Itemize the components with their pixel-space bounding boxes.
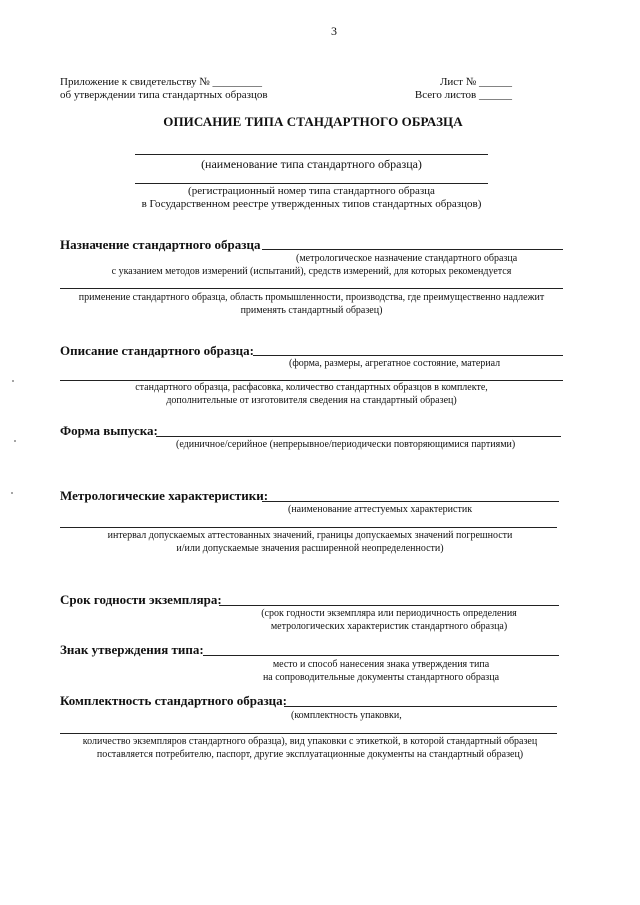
registration-caption-1: (регистрационный номер типа стандартного образца [188, 185, 435, 197]
completeness-caption-1: (комплектность упаковки, [291, 710, 402, 721]
document-title: ОПИСАНИЕ ТИПА СТАНДАРТНОГО ОБРАЗЦА [163, 114, 463, 129]
header-total-sheets: Всего листов ______ [414, 89, 512, 101]
description-caption-3: дополнительные от изготовителя сведения на стандартный образец) [166, 395, 457, 406]
purpose-caption-4: применять стандартный образец) [240, 305, 383, 316]
purpose-caption-2: с указанием методов измерений (испытаний), средств измерений, для которых рекомендуется [111, 266, 512, 277]
scan-speck [12, 380, 14, 382]
shelf-life-heading: Срок годности экземпляра: [60, 592, 222, 607]
description-heading: Описание стандартного образца: [60, 343, 254, 358]
metrology-caption-1: (наименование аттестуемых характеристик [288, 504, 473, 515]
scan-speck [11, 492, 13, 494]
description-field-line [253, 355, 563, 356]
completeness-field-line-2 [60, 733, 557, 734]
shelf-life-caption-2: метрологических характеристик стандартного образца) [270, 621, 508, 632]
completeness-field-line [284, 706, 557, 707]
purpose-field-line [262, 249, 563, 250]
shelf-life-field-line [219, 605, 559, 606]
metrology-heading: Метрологические характеристики: [60, 488, 269, 503]
purpose-heading: Назначение стандартного образца [60, 237, 261, 252]
name-field-line [135, 154, 488, 155]
approval-mark-caption-1: место и способ нанесения знака утверждения типа [272, 659, 490, 670]
approval-mark-field-line [203, 655, 559, 656]
metrology-field-line [262, 501, 559, 502]
page-number: 3 [331, 24, 337, 38]
description-field-line-2 [60, 380, 563, 381]
completeness-heading: Комплектность стандартного образца: [60, 693, 288, 708]
description-caption-2: стандартного образца, расфасовка, количество стандартных образцов в комплекте, [135, 382, 488, 393]
completeness-caption-3: поставляется потребителю, паспорт, другие эксплуатационные документы на стандартный образец) [96, 749, 524, 760]
header-attachment-line: Приложение к свидетельству № _________ [60, 76, 263, 88]
shelf-life-caption-1: (срок годности экземпляра или периодичность определения [261, 608, 517, 619]
header-sheet-number: Лист № ______ [439, 76, 512, 88]
release-form-heading: Форма выпуска: [60, 423, 158, 438]
release-form-caption: (единичное/серийное (непрерывное/периодически повторяющимися партиями) [176, 439, 516, 450]
description-caption-1: (форма, размеры, агрегатное состояние, материал [289, 358, 501, 369]
purpose-caption-3: применение стандартного образца, область промышленности, производства, где преимущественно надлежит [78, 292, 545, 303]
scan-speck [14, 440, 16, 442]
completeness-caption-2: количество экземпляров стандартного образца), вид упаковки с этикеткой, в которой стандартный образец [82, 736, 538, 747]
registration-caption-2: в Государственном реестре утвержденных типов стандартных образцов) [141, 198, 482, 210]
purpose-field-line-2 [60, 288, 563, 289]
purpose-caption-1: (метрологическое назначение стандартного образца [296, 253, 518, 264]
name-caption: (наименование типа стандартного образца) [201, 157, 422, 171]
approval-mark-heading: Знак утверждения типа: [60, 642, 204, 657]
metrology-caption-3: и/или допускаемые значения расширенной неопределенности) [176, 543, 444, 554]
registration-field-line [135, 183, 488, 184]
metrology-field-line-2 [60, 527, 557, 528]
header-approval-line: об утверждении типа стандартных образцов [60, 89, 268, 101]
metrology-caption-2: интервал допускаемых аттестованных значений, границы допускаемых значений погрешности [107, 530, 513, 541]
release-form-field-line [156, 436, 561, 437]
approval-mark-caption-2: на сопроводительные документы стандартного образца [262, 672, 500, 683]
